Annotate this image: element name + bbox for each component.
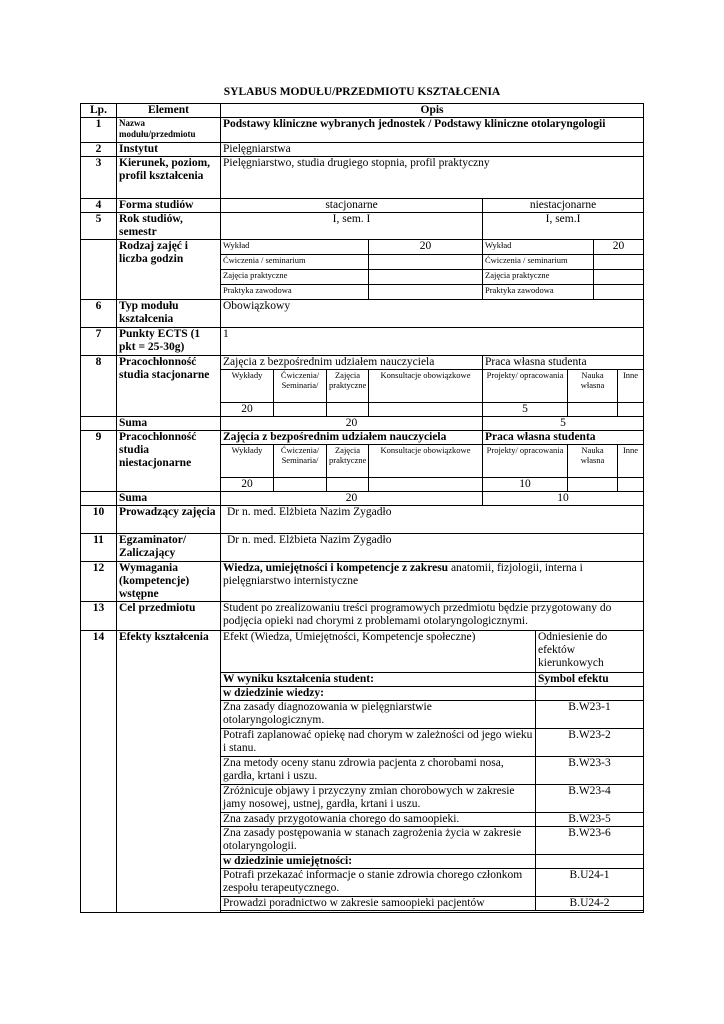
outcome-text: Potrafi przekazać informacje o stanie zdrowia chorego członkom zespołu terapeutycznego. xyxy=(221,869,536,897)
row-label: Rodzaj zajęć i liczba godzin xyxy=(117,240,221,300)
empty-cell xyxy=(81,417,117,431)
row-number: 11 xyxy=(81,534,117,562)
sum-label: Suma xyxy=(117,417,221,431)
symbol-header: Symbol efektu xyxy=(536,673,644,687)
sum-value: 10 xyxy=(483,492,644,506)
workload-col: Projekty/ opracowania xyxy=(483,445,568,478)
outcome-text: Zna zasady postępowania w stanach zagrożenia życia w zakresie otolaryngologii. xyxy=(221,827,536,855)
page-title: SYLABUS MODUŁU/PRZEDMIOTU KSZTAŁCENIA xyxy=(223,86,501,98)
header-opis: Opis xyxy=(221,104,644,118)
study-form-stac: stacjonarne xyxy=(221,199,483,213)
outcome-symbol: B.U24-1 xyxy=(536,869,644,897)
workload-col: Ćwiczenia/ Seminaria/ xyxy=(274,445,327,478)
module-name: Podstawy kliniczne wybranych jednostek / Podstawy kliniczne otolaryngologii xyxy=(221,118,644,143)
workload-col: Zajęcia praktyczne xyxy=(327,445,369,478)
outcome-text: Zna zasady diagnozowania w pielęgniarstwie otolaryngologicznym. xyxy=(221,701,536,729)
workload-cell xyxy=(327,478,369,492)
self-work-header: Praca własna studenta xyxy=(483,431,644,445)
workload-col: Zajęcia praktyczne xyxy=(327,370,369,403)
row-label: Typ modułu kształcenia xyxy=(117,300,221,328)
workload-cell xyxy=(369,478,483,492)
class-type: Praktyka zawodowa xyxy=(483,285,594,300)
goal-value: Student po zrealizowaniu treści programowych przedmiotu będzie przygotowany do podjęcia opieki nad chorymi z problemami otolaryngologicznymi. xyxy=(221,602,644,631)
row-number: 6 xyxy=(81,300,117,328)
workload-col: Inne xyxy=(618,445,644,478)
class-type: Zajęcia praktyczne xyxy=(221,270,369,285)
workload-col: Wykłady xyxy=(221,370,274,403)
requirements-rest: anatomii, fizjologii, interna i pielęgniarstwo internistyczne xyxy=(223,562,583,587)
outcome-symbol: B.W23-3 xyxy=(536,757,644,785)
institute-value: Pielęgniarstwa xyxy=(221,143,644,157)
outcome-symbol: B.W23-6 xyxy=(536,827,644,855)
workload-col: Ćwiczenia/ Seminaria/ xyxy=(274,370,327,403)
outcome-text: Zróżnicuje objawy i przyczyny zmian chorobowych w zakresie jamy nosowej, ustnej, gardła, krtani i uszu. xyxy=(221,785,536,813)
study-form-niestac: niestacjonarne xyxy=(483,199,644,213)
row-label: Pracochłonność studia niestacjonarne xyxy=(117,431,221,492)
row-label: Efekty kształcenia xyxy=(117,631,221,913)
outcome-symbol: B.W23-2 xyxy=(536,729,644,757)
row-number: 4 xyxy=(81,199,117,213)
contact-hours-header: Zajęcia z bezpośrednim udziałem nauczyciela xyxy=(221,431,483,445)
outcome-symbol: B.U24-2 xyxy=(536,897,644,911)
instructor-value: Dr n. med. Elżbieta Nazim Zygadło xyxy=(221,506,644,534)
header-lp: Lp. xyxy=(81,104,117,118)
row-label: Instytut xyxy=(117,143,221,157)
workload-cell xyxy=(369,403,483,417)
workload-col: Projekty/ opracowania xyxy=(483,370,568,403)
empty-cell xyxy=(536,855,644,869)
requirements-bold: Wiedza, umiejętności i kompetencje z zakresu xyxy=(223,562,449,574)
row-number: 1 xyxy=(81,118,117,143)
hours-value: 20 xyxy=(369,240,483,255)
workload-cell xyxy=(568,478,618,492)
empty-cell xyxy=(536,687,644,701)
hours-cell xyxy=(369,285,483,300)
sum-value: 20 xyxy=(221,417,483,431)
row-label: Wymagania (kompetencje) wstępne xyxy=(117,562,221,602)
row-label: Kierunek, poziom, profil kształcenia xyxy=(117,157,221,199)
ects-value: 1 xyxy=(221,328,644,356)
outcome-symbol: B.W23-5 xyxy=(536,813,644,827)
hours-value: 20 xyxy=(594,240,644,255)
row-number: 7 xyxy=(81,328,117,356)
year-niestac: I, sem.I xyxy=(483,213,644,240)
workload-value: 5 xyxy=(483,403,568,417)
hours-cell xyxy=(594,285,644,300)
workload-cell xyxy=(568,403,618,417)
outcomes-subheader: W wyniku kształcenia student: xyxy=(221,673,536,687)
examiner-value: Dr n. med. Elżbieta Nazim Zygadło xyxy=(221,534,644,562)
table-end xyxy=(221,911,644,913)
row-number: 8 xyxy=(81,356,117,417)
contact-hours-header: Zajęcia z bezpośrednim udziałem nauczyciela xyxy=(221,356,483,370)
workload-cell xyxy=(274,403,327,417)
workload-col: Wykłady xyxy=(221,445,274,478)
workload-col: Nauka własna xyxy=(568,370,618,403)
row-label: Forma studiów xyxy=(117,199,221,213)
row-label: Pracochłonność studia stacjonarne xyxy=(117,356,221,417)
row-number: 9 xyxy=(81,431,117,492)
outcome-text: Prowadzi poradnictwo w zakresie samoopieki pacjentów xyxy=(221,897,536,911)
row-label: Prowadzący zajęcia xyxy=(117,506,221,534)
class-type: Wykład xyxy=(221,240,369,255)
hours-cell xyxy=(369,255,483,270)
workload-value: 20 xyxy=(221,478,274,492)
outcome-text: Potrafi zaplanować opiekę nad chorym w zależności od jego wieku i stanu. xyxy=(221,729,536,757)
syllabus-table xyxy=(80,103,644,913)
year-stac: I, sem. I xyxy=(221,213,483,240)
workload-cell xyxy=(618,403,644,417)
workload-col: Nauka własna xyxy=(568,445,618,478)
module-type-value: Obowiązkowy xyxy=(221,300,644,328)
class-type: Wykład xyxy=(483,240,594,255)
requirements-value xyxy=(221,562,644,602)
header-element: Element xyxy=(117,104,221,118)
outcome-text: Zna zasady przygotowania chorego do samoopieki. xyxy=(221,813,536,827)
hours-cell xyxy=(594,270,644,285)
row-label: Egzaminator/ Zaliczający xyxy=(117,534,221,562)
workload-col: Inne xyxy=(618,370,644,403)
hours-cell xyxy=(369,270,483,285)
workload-value: 20 xyxy=(221,403,274,417)
knowledge-header: w dziedzinie wiedzy: xyxy=(221,687,536,701)
row-number: 13 xyxy=(81,602,117,631)
row-number: 5 xyxy=(81,213,117,240)
row-label: Cel przedmiotu xyxy=(117,602,221,631)
class-type: Praktyka zawodowa xyxy=(221,285,369,300)
row-number: 14 xyxy=(81,631,117,913)
workload-cell xyxy=(327,403,369,417)
row-label: Rok studiów, semestr xyxy=(117,213,221,240)
class-type: Ćwiczenia / seminarium xyxy=(483,255,594,270)
row-number: 2 xyxy=(81,143,117,157)
class-type: Zajęcia praktyczne xyxy=(483,270,594,285)
row-number: 3 xyxy=(81,157,117,199)
sum-value: 5 xyxy=(483,417,644,431)
workload-cell xyxy=(618,478,644,492)
row-number: 10 xyxy=(81,506,117,534)
workload-col: Konsultacje obowiązkowe xyxy=(369,445,483,478)
outcomes-ref-header: Odniesienie do efektów kierunkowych xyxy=(536,631,644,673)
row-label: Nazwa modułu/przedmiotu xyxy=(117,118,221,143)
sum-value: 20 xyxy=(221,492,483,506)
outcome-symbol: B.W23-1 xyxy=(536,701,644,729)
class-type: Ćwiczenia / seminarium xyxy=(221,255,369,270)
outcome-symbol: B.W23-4 xyxy=(536,785,644,813)
skills-header: w dziedzinie umiejętności: xyxy=(221,855,536,869)
empty-cell xyxy=(81,492,117,506)
row-number: 12 xyxy=(81,562,117,602)
workload-col: Konsultacje obowiązkowe xyxy=(369,370,483,403)
workload-value: 10 xyxy=(483,478,568,492)
empty-cell xyxy=(81,240,117,300)
row-label: Punkty ECTS (1 pkt = 25-30g) xyxy=(117,328,221,356)
hours-cell xyxy=(594,255,644,270)
sum-label: Suma xyxy=(117,492,221,506)
outcome-text: Zna metody oceny stanu zdrowia pacjenta z chorobami nosa, gardła, krtani i uszu. xyxy=(221,757,536,785)
workload-cell xyxy=(274,478,327,492)
self-work-header: Praca własna studenta xyxy=(483,356,644,370)
field-value: Pielęgniarstwo, studia drugiego stopnia, profil praktyczny xyxy=(221,157,644,199)
outcomes-header: Efekt (Wiedza, Umiejętności, Kompetencje społeczne) xyxy=(221,631,536,673)
